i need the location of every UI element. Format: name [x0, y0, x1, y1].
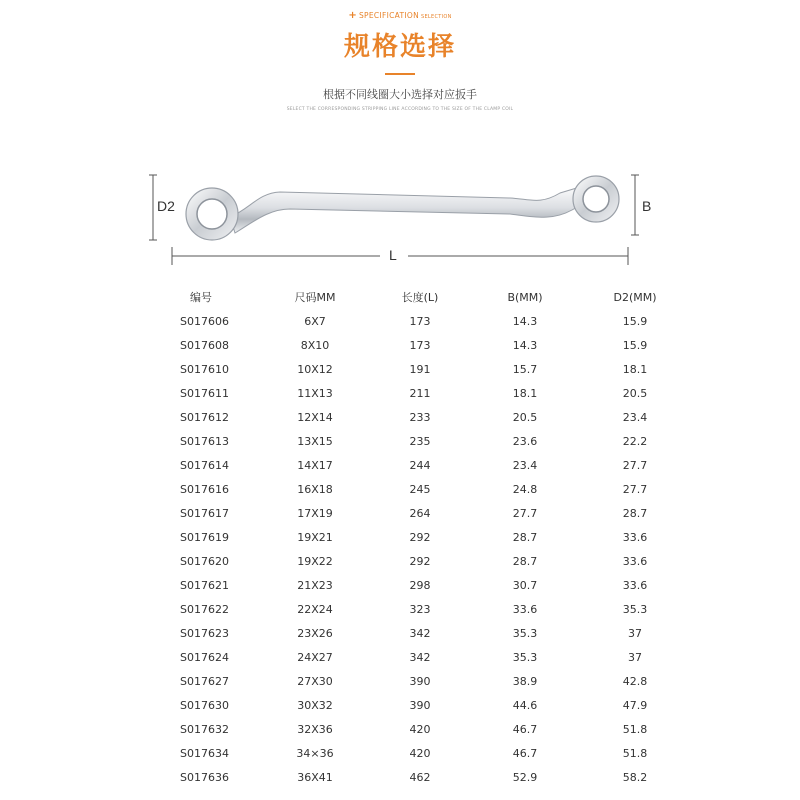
b-label: B — [642, 198, 652, 214]
table-row — [150, 333, 690, 357]
cell-b: 14.3 — [512, 338, 538, 352]
header-d2: D2(MM) — [613, 290, 657, 304]
cell-size: 12X14 — [297, 410, 333, 424]
title-underline — [385, 73, 415, 75]
cell-b: 28.7 — [512, 530, 538, 544]
cell-b: 18.1 — [512, 386, 538, 400]
cell-size: 16X18 — [297, 482, 333, 496]
cell-d2: 58.2 — [622, 770, 648, 784]
table-row — [150, 477, 690, 501]
table-row — [150, 549, 690, 573]
cell-size: 11X13 — [297, 386, 333, 400]
table-row — [150, 669, 690, 693]
cell-b: 27.7 — [512, 506, 538, 520]
cell-length: 264 — [409, 506, 431, 520]
cell-code: S017622 — [180, 602, 229, 616]
cell-length: 245 — [409, 482, 431, 496]
cell-code: S017632 — [180, 722, 229, 736]
cell-code: S017612 — [180, 410, 229, 424]
cell-code: S017623 — [180, 626, 229, 640]
cell-d2: 22.2 — [622, 434, 648, 448]
table-row — [150, 525, 690, 549]
cell-b: 33.6 — [512, 602, 538, 616]
cell-length: 292 — [409, 530, 431, 544]
cell-d2: 51.8 — [622, 722, 648, 736]
cell-code: S017630 — [180, 698, 229, 712]
cell-code: S017617 — [180, 506, 229, 520]
cell-code: S017614 — [180, 458, 229, 472]
page-subtitle-english: SELECT THE CORRESPONDING STRIPPING LINE ACCORDING TO THE SIZE OF THE CLAMP COIL — [286, 107, 514, 112]
cell-code: S017611 — [180, 386, 229, 400]
d2-label: D2 — [157, 198, 175, 214]
header-code: 编号 — [190, 291, 212, 304]
cell-b: 46.7 — [512, 722, 538, 736]
cell-code: S017606 — [180, 314, 229, 328]
cell-b: 15.7 — [512, 362, 538, 376]
section-tag — [0, 10, 800, 21]
cell-d2: 51.8 — [622, 746, 648, 760]
cell-code: S017624 — [180, 650, 229, 664]
table-row — [150, 381, 690, 405]
cell-size: 32X36 — [297, 722, 333, 736]
cell-b: 24.8 — [512, 482, 538, 496]
table-row — [150, 309, 690, 333]
cell-d2: 37 — [628, 650, 642, 664]
table-row — [150, 741, 690, 765]
cell-size: 21X23 — [297, 578, 333, 592]
cell-size: 24X27 — [297, 650, 333, 664]
spec-table — [150, 285, 690, 789]
cell-d2: 27.7 — [622, 458, 648, 472]
header-size: 尺码MM — [294, 291, 336, 304]
wrench-illustration — [140, 165, 660, 270]
cell-code: S017619 — [180, 530, 229, 544]
cell-length: 298 — [409, 578, 431, 592]
cell-b: 52.9 — [512, 770, 538, 784]
table-row — [150, 501, 690, 525]
cell-d2: 18.1 — [622, 362, 648, 376]
cell-size: 19X22 — [297, 554, 333, 568]
cell-d2: 37 — [628, 626, 642, 640]
table-row — [150, 621, 690, 645]
wrench-icon — [186, 176, 619, 240]
cell-d2: 20.5 — [622, 386, 648, 400]
cell-code: S017634 — [180, 746, 229, 760]
cell-length: 390 — [409, 674, 431, 688]
cell-size: 30X32 — [297, 698, 333, 712]
cell-code: S017608 — [180, 338, 229, 352]
cell-code: S017613 — [180, 434, 229, 448]
cell-b: 20.5 — [512, 410, 538, 424]
cell-length: 292 — [409, 554, 431, 568]
cell-b: 46.7 — [512, 746, 538, 760]
cell-d2: 35.3 — [622, 602, 648, 616]
cell-d2: 33.6 — [622, 530, 648, 544]
cell-length: 211 — [409, 386, 431, 400]
table-header-row — [150, 285, 690, 309]
cell-b: 35.3 — [512, 650, 538, 664]
l-label: L — [389, 247, 397, 263]
header-length: 长度(L) — [401, 291, 439, 304]
cell-d2: 28.7 — [622, 506, 648, 520]
cell-d2: 33.6 — [622, 578, 648, 592]
cell-length: 342 — [409, 626, 431, 640]
section-tag-sub: SELECTION — [421, 14, 452, 20]
cell-code: S017616 — [180, 482, 229, 496]
table-row — [150, 453, 690, 477]
cell-length: 173 — [409, 314, 431, 328]
table-row — [150, 717, 690, 741]
plus-icon: + — [348, 10, 357, 21]
cell-d2: 15.9 — [622, 338, 648, 352]
cell-b: 38.9 — [512, 674, 538, 688]
cell-size: 6X7 — [304, 314, 326, 328]
cell-b: 14.3 — [512, 314, 538, 328]
table-row — [150, 765, 690, 789]
cell-b: 23.4 — [512, 458, 538, 472]
cell-length: 462 — [409, 770, 431, 784]
cell-length: 244 — [409, 458, 431, 472]
section-tag-main: SPECIFICATION — [359, 11, 419, 20]
cell-b: 23.6 — [512, 434, 538, 448]
cell-d2: 27.7 — [622, 482, 648, 496]
cell-d2: 23.4 — [622, 410, 648, 424]
cell-d2: 42.8 — [622, 674, 648, 688]
cell-size: 34×36 — [296, 746, 334, 760]
cell-code: S017636 — [180, 770, 229, 784]
cell-length: 390 — [409, 698, 431, 712]
cell-code: S017621 — [180, 578, 229, 592]
table-row — [150, 405, 690, 429]
cell-b: 35.3 — [512, 626, 538, 640]
page-title: 规格选择 — [343, 32, 456, 62]
cell-size: 23X26 — [297, 626, 333, 640]
table-row — [150, 645, 690, 669]
page-subtitle: 根据不同线圈大小选择对应扳手 — [323, 88, 477, 101]
cell-d2: 33.6 — [622, 554, 648, 568]
cell-size: 22X24 — [297, 602, 333, 616]
table-body — [150, 309, 690, 789]
cell-size: 27X30 — [297, 674, 333, 688]
table-row — [150, 357, 690, 381]
cell-size: 13X15 — [297, 434, 333, 448]
cell-length: 420 — [409, 746, 431, 760]
table-row — [150, 429, 690, 453]
cell-b: 30.7 — [512, 578, 538, 592]
cell-length: 191 — [409, 362, 431, 376]
table-row — [150, 597, 690, 621]
cell-b: 28.7 — [512, 554, 538, 568]
wrench-diagram — [140, 165, 660, 270]
cell-length: 420 — [409, 722, 431, 736]
cell-length: 342 — [409, 650, 431, 664]
cell-length: 323 — [409, 602, 431, 616]
cell-code: S017620 — [180, 554, 229, 568]
cell-size: 8X10 — [300, 338, 330, 352]
cell-b: 44.6 — [512, 698, 538, 712]
cell-size: 14X17 — [297, 458, 333, 472]
cell-size: 19X21 — [297, 530, 333, 544]
cell-size: 17X19 — [297, 506, 333, 520]
cell-length: 233 — [409, 410, 431, 424]
header-b: B(MM) — [507, 290, 543, 304]
table-row — [150, 573, 690, 597]
cell-d2: 47.9 — [622, 698, 648, 712]
table-row — [150, 693, 690, 717]
cell-code: S017627 — [180, 674, 229, 688]
cell-length: 235 — [409, 434, 431, 448]
cell-size: 36X41 — [297, 770, 333, 784]
cell-code: S017610 — [180, 362, 229, 376]
cell-size: 10X12 — [297, 362, 333, 376]
cell-d2: 15.9 — [622, 314, 648, 328]
cell-length: 173 — [409, 338, 431, 352]
